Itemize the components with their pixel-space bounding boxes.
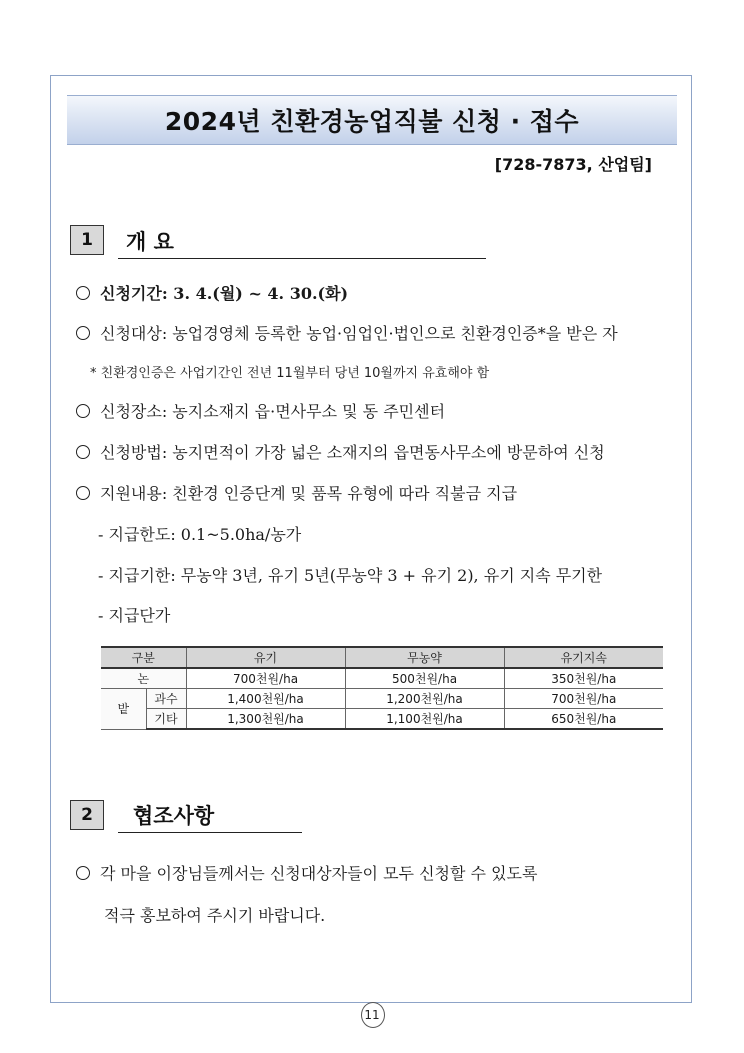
row-label: 기타 [146,709,186,730]
item-label: 신청장소: [100,402,168,421]
title-banner [67,95,677,145]
table-header-row [101,647,663,668]
table-cell: 650천원/ha [504,709,663,730]
page-title: 2024년 친환경농업직불 신청 · 접수 [164,107,580,136]
sub-item-unit-price: - 지급단가 [98,606,171,625]
item-text: 3. 4.(월) ~ 4. 30.(화) [167,284,349,303]
section-2-underline [118,832,302,833]
row-label: 과수 [146,689,186,709]
circle-bullet-icon [76,326,90,340]
item-text: 친환경 인증단계 및 품목 유형에 따라 직불금 지급 [167,484,518,503]
item-label: 신청기간: [100,284,168,303]
circle-bullet-icon [76,445,90,459]
table-header: 구분 [101,647,186,668]
table-header: 무농약 [345,647,504,668]
table-header: 유기지속 [504,647,663,668]
row-label: 논 [101,668,186,689]
item-text: 농업경영체 등록한 농업·임업인·법인으로 친환경인증*을 받은 자 [167,324,618,343]
table-cell: 1,300천원/ha [186,709,345,730]
footnote: * 친환경인증은 사업기간인 전년 11월부터 당년 10월까지 유효해야 함 [90,366,490,381]
circle-bullet-icon [76,866,90,880]
circle-bullet-icon [76,404,90,418]
cooperation-text [76,861,537,884]
section-1-number: 1 [70,225,104,255]
table-row [101,709,663,730]
item-text: 농지면적이 가장 넓은 소재지의 읍면동사무소에 방문하여 신청 [167,443,605,462]
table-cell: 350천원/ha [504,668,663,689]
circle-bullet-icon [76,286,90,300]
circle-bullet-icon [76,486,90,500]
table-row [101,668,663,689]
table-cell: 700천원/ha [504,689,663,709]
sub-item-period: - 지급기한: 무농약 3년, 유기 5년(무농약 3 + 유기 2), 유기 지속 무기한 [98,566,603,585]
item-label: 신청대상: [100,324,168,343]
section-1-underline [118,258,486,259]
department-contact: [728-7873, 산업팀] [494,155,652,174]
item-method [76,440,605,463]
section-2-title: 협조사항 [133,804,215,828]
table-cell: 500천원/ha [345,668,504,689]
row-group-label: 밭 [101,689,146,730]
table-cell: 700천원/ha [186,668,345,689]
item-target [76,321,618,344]
page-number: 11 [357,1004,387,1026]
cooperation-line-1: 각 마을 이장님들께서는 신청대상자들이 모두 신청할 수 있도록 [100,864,538,883]
item-place [76,399,445,422]
item-label: 신청방법: [100,443,168,462]
table-row [101,689,663,709]
sub-item-limit: - 지급한도: 0.1~5.0ha/농가 [98,525,302,544]
table-cell: 1,100천원/ha [345,709,504,730]
section-1-title: 개 요 [126,230,174,254]
section-2-number: 2 [70,800,104,830]
item-text: 농지소재지 읍·면사무소 및 동 주민센터 [167,402,446,421]
table-cell: 1,400천원/ha [186,689,345,709]
item-period [76,281,348,304]
item-support [76,481,517,504]
table-cell: 1,200천원/ha [345,689,504,709]
cooperation-line-2: 적극 홍보하여 주시기 바랍니다. [104,906,326,925]
payment-table [101,646,663,730]
table-header: 유기 [186,647,345,668]
item-label: 지원내용: [100,484,168,503]
